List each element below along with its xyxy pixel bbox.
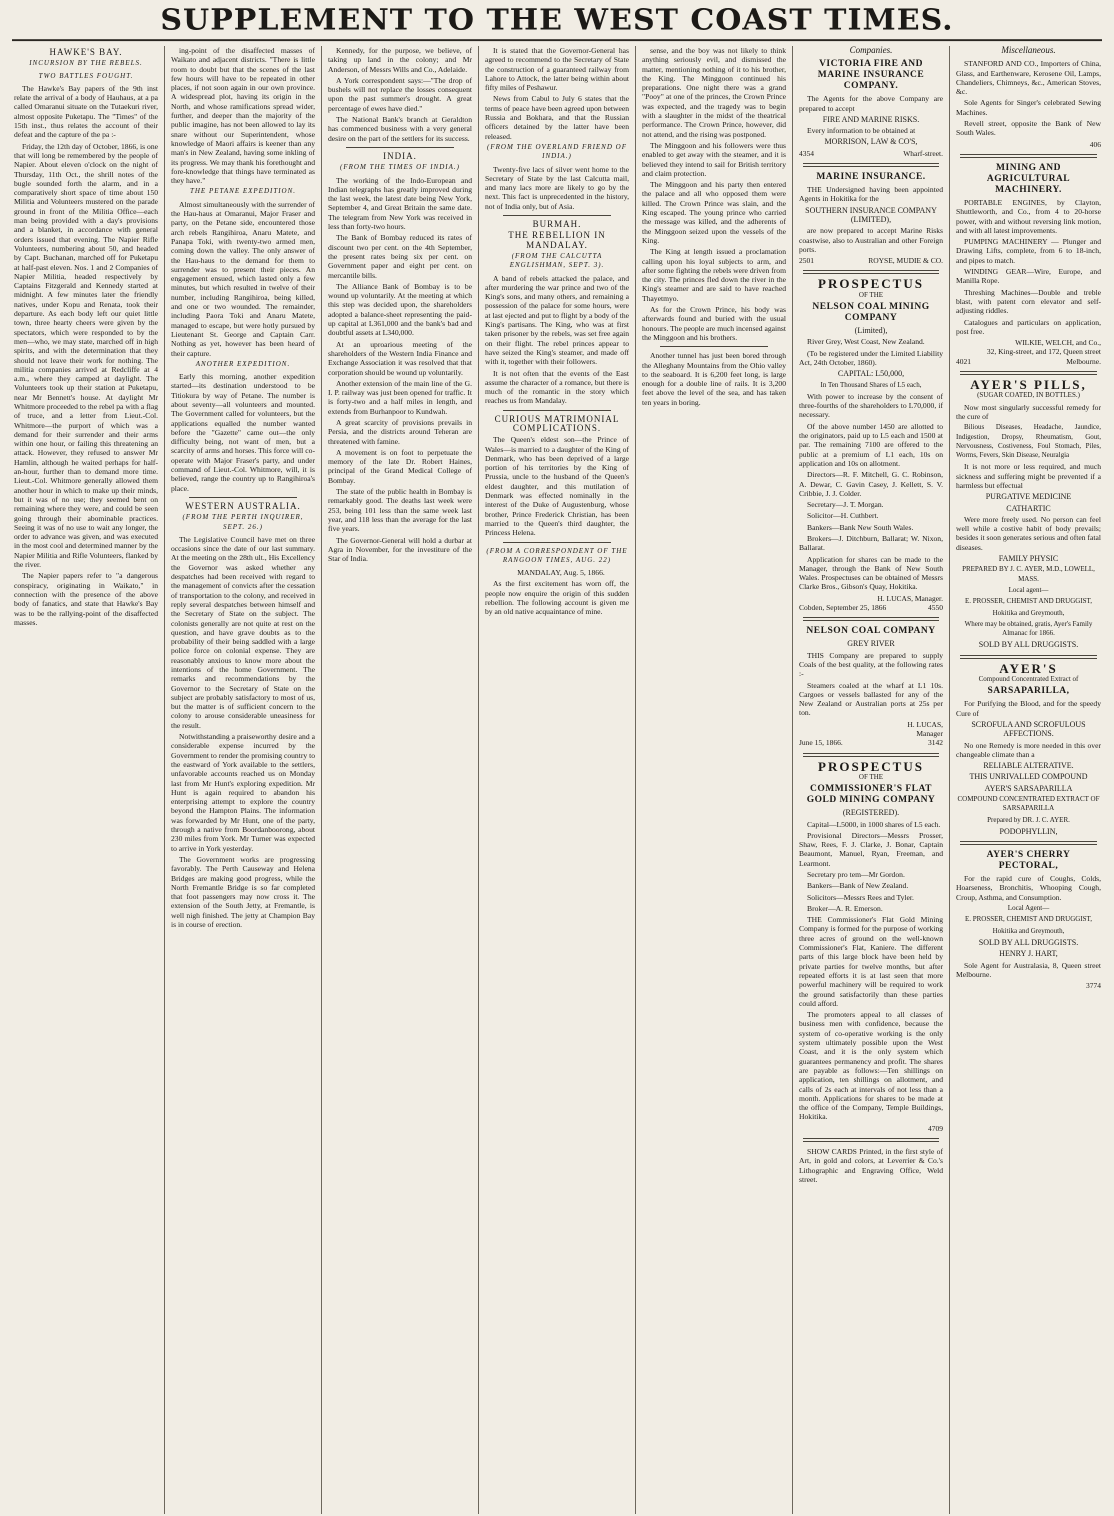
ad-address: 32, King-street, and 172, Queen street (986, 347, 1101, 357)
ad-body: STANFORD AND CO., Importers of China, Glass, and Earthenware, Kerosene Oil, Lamps, Chandeliers, Chimneys, &c., American Stoves, &c. (956, 59, 1101, 97)
ad-city: Melbourne. (1066, 356, 1101, 366)
ad-list: Bilious Diseases, Headache, Jaundice, Indigestion, Dropsy, Rheumatism, Gout, Nervousness, Costiveness, Foul Stomach, Piles, Worms, Fevers, Skin Disease, Neuralgia (956, 423, 1101, 460)
article-paragraph: sense, and the boy was not likely to think anything seriously evil, and dismissed the matter, mentioning nothing of it to his brother, the King. The Minggoon continued his preparations. One night there was a grand "Pooy" at one of the princes, the Crown Prince was expected, and the tragedy was to begin with a slaughter in the midst of the theatrical performance. The Crown Prince, however, did not attend, and the rising was postponed. (642, 46, 786, 139)
article-paragraph: The King at length issued a proclamation calling upon his loyal subjects to arm, and after some fighting the rebels were driven from the city. The princes fled down the river in the King's steamer and are said to have reached Thayetmyo. (642, 247, 786, 303)
article-paragraph: Another extension of the main line of the G. I. P. railway was just been opened for traffic. It is forty-two and a half miles in length, and extends from Burhanpoor to Kundwah. (328, 378, 472, 416)
ad-body: Catalogues and particulars on application, post free. (956, 317, 1101, 336)
ad-sub: FIRE AND MARINE RISKS. (822, 114, 920, 124)
ad-body: THE Commissioner's Flat Gold Mining Company is formed for the purpose of working three acres of ground on the well-known Commissioner's Flat, Kaniere. The different parts of this large block have been held by private parties for twelve months, but after repeated efforts it is at last seen that more powerful machinery will be required to work the ground satisfactorily than these parties could afford. (799, 915, 943, 1008)
ad-heading: PURGATIVE MEDICINE (985, 492, 1072, 502)
ad-title: PROSPECTUS (818, 758, 924, 774)
ad-divider (960, 841, 1097, 845)
ad-number: 4550 (928, 603, 943, 613)
article-paragraph: A movement is on foot to perpetuate the memory of the late Dr. Robert Haines, principal of the Grand Medical College of Bombay. (328, 447, 472, 485)
ad-divider (803, 753, 939, 757)
ad-body: Solicitor—H. Cuthbert. (807, 511, 879, 521)
ad-agent-note: Where may be obtained, gratis, Ayer's Family Almanac for 1866. (964, 619, 1093, 638)
article-paragraph: Twenty-five lacs of silver went home to the Secretary of State by the last Calcutta mail, and many lacs more are likely to go by the next. This fact is unprecedented in the history, not of India only, but of Asia. (485, 164, 629, 211)
ad-agent: ROYSE, MUDIE & CO. (868, 256, 943, 266)
ad-body: Provisional Directors—Messrs Prosser, Shaw, Rees, F. J. Clarke, J. Bonar, Captain Beaumont, Manuel, Ryan, Freeman, and Learmont. (799, 830, 943, 868)
article-paragraph: The working of the Indo-European and Indian telegraphs has greatly improved during the last week, the latest date being New York, September 4, and Great Britain the same date. The telegram from New York was received in less than forty-two hours. (328, 175, 472, 232)
ad-number: 2501 (799, 256, 814, 266)
ad-body: Broker—A. R. Emerson. (807, 903, 883, 913)
ad-signature: H. LUCAS, Manager. (877, 593, 943, 603)
article-paragraph: The Hawke's Bay papers of the 9th inst relate the arrival of a body of Hauhaus, at a pa called Omaranui situate on the Tutaekuri river, almost opposite Puketapu. The "Times" of the 15th inst., thus relates the account of their defeat and the capture of the pa :- (14, 83, 158, 140)
article-paragraph: As for the Crown Prince, his body was afterwards found and buried with the usual honours. The people are much incensed against the Minggoon and his brothers. (642, 305, 786, 342)
ad-body: Were more freely used. No person can feel well while a costive habit of body prevails; besides it soon generates serious and often fatal diseases. (956, 514, 1101, 552)
show-cards-ad (799, 1147, 943, 1184)
ad-body: Every information to be obtained at (807, 126, 916, 136)
ad-divider (803, 270, 939, 274)
ad-agent-place: Hokitika and Greymouth, (992, 926, 1065, 935)
column-4 (479, 46, 636, 1514)
column-2 (165, 46, 322, 1514)
ad-title: MINING AND AGRICULTURAL MACHINERY. (986, 162, 1071, 195)
ad-heading: SCROFULA AND SCROFULOUS AFFECTIONS. (971, 719, 1086, 739)
column-5 (636, 46, 793, 1514)
ad-title: AYER'S PILLS, (970, 377, 1087, 393)
rebellion-source: (FROM THE CALCUTTA ENGLISHMAN, SEPT. 3). (509, 251, 605, 270)
ad-divider (803, 617, 939, 621)
ad-body: It is not more or less required, and much sickness and suffering might be prevented if a harmless but effectual (956, 462, 1101, 490)
ad-body: For Purifying the Blood, and for the speedy Cure of (956, 699, 1101, 718)
ad-body: WINDING GEAR—Wire, Europe, and Manilla Rope. (956, 267, 1101, 286)
ad-heading: THIS UNRIVALLED COMPOUND (969, 772, 1088, 782)
india-heading: INDIA. (383, 150, 417, 161)
ayers-sarsaparilla-ad (956, 660, 1101, 836)
ad-sub: (SUGAR COATED, IN BOTTLES.) (977, 391, 1080, 400)
divider (346, 147, 454, 148)
column-1 (8, 46, 165, 1514)
ad-heading: AYER'S SARSAPARILLA (984, 783, 1073, 793)
ad-divider (803, 1138, 939, 1142)
article-paragraph: It is not often that the events of the East assume the character of a romance, but there is much of the romantic in the story which reaches us from Mandalay. (485, 368, 629, 406)
ad-heading: PODOPHYLLIN, (999, 826, 1058, 836)
article-paragraph: News from Cabul to July 6 states that the terms of peace have been agreed upon between Russia and Bokhara, and that the Russian officers detained by the latter have been released. (485, 94, 629, 141)
article-paragraph: The Queen's eldest son—the Prince of Wales—is married to a daughter of the King of Denmark, who has been deprived of a large portion of his territories by the King of Prussia, uncle to the husband of the Queen's eldest daughter, and this mutilation of Denmark was effected nominally in the interest of the Duke of Augustenburg, whose brother, Prince Frederick Christian, has been married to the Queen's third daughter, the Princess Helena. (485, 435, 629, 538)
ad-body: Of the above number 1450 are allotted to the originators, paid up to L5 each and 1500 at par. The remaining 7100 are offered to the public at a premium of L1 each, 10s on application and 10s on allotment. (799, 421, 943, 468)
divider (503, 542, 611, 543)
ad-body: For the rapid cure of Coughs, Colds, Hoarseness, Bronchitis, Whooping Cough, Croup, Asthma, and Consumption. (956, 874, 1101, 902)
article-paragraph: A great scarcity of provisions prevails in Persia, and the districts around Teheran are threatened with famine. (328, 417, 472, 446)
article-paragraph: The state of the public health in Bombay is remarkably good. The deaths last week were 253, being 101 less than the same week last year, and 118 less than the average for the last five years. (328, 487, 472, 534)
ad-body: THE Undersigned having been appointed Agents in Hokitika for the (799, 185, 943, 204)
ad-sub: Compound Concentrated Extract of (978, 675, 1079, 684)
india-source: (FROM THE TIMES OF INDIA.) (340, 163, 460, 172)
ad-company: SOUTHERN INSURANCE COMPANY (LIMITED), (805, 205, 937, 224)
nelson-coal-ad (799, 626, 943, 747)
article-paragraph: Another tunnel has just been bored through the Alleghany Mountains from the Ohio valley to the seaboard. It is 6,200 feet long, is large enough for a double line of rails. It is 3,200 feet above the level of the sea, and has taken ten years in boring. (642, 351, 786, 407)
ad-number: 4354 (799, 148, 814, 158)
ad-sold: SOLD BY ALL DRUGGISTS. (978, 640, 1079, 650)
ad-number: 4709 (928, 1123, 943, 1133)
miscellaneous-heading: Miscellaneous. (1001, 46, 1056, 55)
article-paragraph: A York correspondent says:—"The drop of bushels will not replace the losses consequent upon the past summer's drought. A great percentage of ewes have died." (328, 75, 472, 113)
ad-body: Steamers coaled at the wharf at L1 10s. Cargoes or vessels ballasted for any of the New Zealand or Australian ports at 25s per ton. (799, 680, 943, 718)
ad-body: Solicitors—Messrs Rees and Tyler. (807, 892, 914, 902)
ad-name: SARSAPARILLA, (987, 686, 1070, 697)
ad-number: 3774 (1086, 981, 1101, 991)
western-australia-heading: WESTERN AUSTRALIA. (185, 500, 301, 511)
dateline: MANDALAY, Aug. 5, 1866. (517, 568, 605, 578)
commissioners-flat-ad (799, 758, 943, 1133)
ad-body: With power to increase by the consent of three-fourths of the shareholders to L70,000, if necessary. (799, 391, 943, 420)
ad-company: NELSON COAL MINING COMPANY (812, 302, 930, 324)
marine-insurance-ad (799, 172, 943, 265)
ad-body: The Agents for the above Company are prepared to accept (799, 94, 943, 113)
article-paragraph: Friday, the 12th day of October, 1866, is one that will long be remembered by the people of Napier. About eleven o'clock on the night of Thursday, 11th Oct., the shrill notes of the bugle sounded forth the alarm, and in a comparatively short space of time about 150 Militia and Volunteers mustered on the parade ground in front of the Militia Office—each man being provided with a day's provisions and a blanket, in accordance with general orders issued that evening. The Napier Rifle Volunteers, numbering about 50, and headed by Capt. Buchanan, marched off for Puketapu at half-past eleven. Nos. 1 and 2 Companies of Napier Militia, headed respectively by Captains Fitzgerald and Kennedy started at midnight. A few minutes later the friendly natives, under Kopu and Renata, took their departure. As each body left our quiet little town, three hearty cheers were given by the spectators, which were responded to by the men—who, we may state, marched off in high spirits, and with the determination that they should not leave their work for nothing. The militia companies arrived at Redcliffe at 4 a.m., where they camped at daylight. The Volunteers took up their station at Puketapu, near Mr Bennett's house. At daylight Mr Whitmore proceeded to the rebel pa with a flag of truce, and a letter from Lieut.-Col. Whitmore—the purport of which was a demand for their surrender and their arms within one hour, or failing this threatening an attack. However, they refused to answer Mr Hamlin, although he waited perhaps for half-an-hour, further than to demand more time. Lieut.-Col. Whitmore generally allowed them another hour in which to make up their minds, but it was of no use; they seemed bent on remaining where they were, and could be seen going through their abominable practices. Seeing it was of no use to wait any longer, the order to advance was given, and was executed in the most cool and determined manner by the Napier Militia and Rifle Volunteers, flanked by the river. (14, 141, 158, 570)
ad-divider (960, 655, 1097, 659)
ad-title: AYER'S (999, 660, 1058, 676)
nelson-prospectus-ad (799, 276, 943, 613)
article-paragraph: The Bank of Bombay reduced its rates of discount two per cent. on the 4th September, the present rates being six per cent. on Government paper and eight per cent. on mercantile bills. (328, 233, 472, 280)
ad-of: OF THE (858, 772, 884, 781)
ad-heading: COMPOUND CONCENTRATED EXTRACT OF SARSAPARILLA (957, 795, 1100, 813)
article-paragraph: At an uproarious meeting of the shareholders of the Western India Finance and Exchange Association it was resolved that that corporation should be wound up voluntarily. (328, 339, 472, 377)
divider (503, 410, 611, 411)
companies-heading: Companies. (849, 46, 893, 55)
ad-divider (803, 163, 939, 167)
ad-date: June 15, 1866. (799, 738, 843, 748)
ad-capital: CAPITAL: L50,000, (837, 369, 905, 379)
victoria-insurance-ad (799, 59, 943, 158)
another-expedition-heading: ANOTHER EXPEDITION. (195, 359, 291, 368)
article-paragraph: The Minggoon and his party then entered the palace and all who opposed them were killed. The Crown Prince was slain, and the King escaped. The young prince who carried the message was killed, and the adherents of the Minggoon seized upon the vessels of the King. (642, 180, 786, 245)
masthead: SUPPLEMENT TO THE WEST COAST TIMES. (12, 7, 1102, 41)
ad-role: Manager (916, 729, 943, 739)
ad-prepared: Prepared by DR. J. C. AYER. (987, 815, 1070, 824)
article-paragraph: Early this morning, another expedition started—its destination understood to be Titiokura by way of Petane. The number is about seventy—all volunteers and mounted. The Government called for volunteers, but the applications equalled the number wanted before the "Gazette" came out—the only difficulty being, not want of men, but a scarcity of arms and horses. This force will co-operate with Major Fraser's party, and under command of Lieut.-Col. Whitmore, will, it is believed, range the country up to Rangihiroa's place. (171, 372, 315, 493)
rebellion-heading: THE REBELLION IN MANDALAY. (508, 230, 606, 250)
ad-heading: CATHARTIC (1006, 503, 1051, 513)
rangoon-source: (FROM A CORRESPONDENT OF THE RANGOON TIMES, AUG. 22) (486, 546, 628, 564)
divider (503, 215, 611, 216)
ad-number: 3142 (928, 738, 943, 748)
article-paragraph: The National Bank's branch at Geraldton has commenced business with a very general desire on the part of the settlers for its success. (328, 115, 472, 143)
ad-title: MARINE INSURANCE. (816, 172, 926, 183)
ad-agent: E. PROSSER, CHEMIST AND DRUGGIST, (964, 915, 1093, 924)
ad-heading: FAMILY PHYSIC (998, 554, 1059, 564)
ad-number: 406 (1089, 139, 1101, 149)
article-paragraph: Almost simultaneously with the surrender of the Hau-haus at Omaranui, Major Fraser and party, on the Petane side, encountered those arch rebels Rangihiroa, Anaru Matete, and Panapa Toki, with twenty-two armed men, coming down the valley. The only answer of the Hau-haus to the demand for them to surrender was to present their pieces. An engagement ensued, which lasted only a few minutes, but which resulted in twelve of their number, including Rangihiroa, being killed, and one or two wounded. The remainder, including Paora Toki and Anaru Matete, managed to escape, but were hotly pursued by Lieutenant St. George and Captain Carr. Nothing as yet, however has been heard of their capture. (171, 199, 315, 358)
article-paragraph: As the first excitement has worn off, the people now enquire the origin of this sudden rebellion. The following account is given me by an old native acquaintance of mine. (485, 579, 629, 617)
petane-heading: THE PETANE EXPEDITION. (189, 187, 297, 196)
ad-title: AYER'S CHERRY PECTORAL, (986, 850, 1071, 872)
incursion-subheading: INCURSION BY THE REBELS. (29, 59, 143, 68)
article-paragraph: The Napier papers refer to "a dangerous conspiracy, originating in Waikato," in connection with the presence of the above body of fanatics, and state that Hawke's Bay was to be the rallying-point of the disaffected masses. (14, 571, 158, 627)
ad-divider (960, 154, 1097, 158)
ad-body: Bankers—Bank New South Wales. (807, 522, 914, 532)
divider (660, 346, 768, 347)
overland-source: (FROM THE OVERLAND FRIEND OF INDIA.) (487, 142, 627, 161)
ad-body: PORTABLE ENGINES, by Clayton, Shuttleworth, and Co., from 4 to 20-horse power, with and without reversing link motion, and with all latest improvements. (956, 197, 1101, 235)
ad-signature: HENRY J. HART, (999, 949, 1058, 959)
stanford-ad (956, 59, 1101, 149)
ad-body: Sole Agents for Singer's celebrated Sewing Machines. (956, 98, 1101, 117)
ad-prepared: PREPARED BY J. C. AYER, M.D., LOWELL, MASS. (962, 565, 1095, 583)
ad-sold: SOLD BY ALL DRUGGISTS. (978, 937, 1079, 947)
ayers-pills-ad (956, 377, 1101, 650)
ad-body: are now prepared to accept Marine Risks coastwise, also to Australian and other Foreign ports. (799, 226, 943, 254)
article-paragraph: The Minggoon and his followers were thus enabled to get away with the steamer, and it is believed they intend to sail for British territory and claim protection. (642, 140, 786, 178)
ad-sub: GREY RIVER (847, 639, 895, 649)
ad-limited: (Limited), (854, 326, 888, 336)
article-paragraph: A band of rebels attacked the palace, and after murdering the war prince and two of the King's sons, and many others, and remaining a possession of the palace for some hours, were at last ejected and put to flight by a body of the King's partisans. The King, who was at first taken prisoner by the rebels, was set free again on their flight. The rebel princes appear to have seized the King's steamer, and made off with it, together with their followers. (485, 273, 629, 367)
ad-signature: H. LUCAS, (907, 719, 943, 729)
ad-body: Secretary—J. T. Morgan. (807, 500, 884, 510)
ad-body: (To be registered under the Limited Liability Act, 24th October, 1860). (799, 348, 943, 367)
burmah-heading: BURMAH. (532, 219, 582, 230)
article-paragraph: Kennedy, for the purpose, we believe, of taking up land in the colony; and Mr Anderson, of Messrs Wills and Co., Adelaide. (328, 46, 472, 74)
ad-shares: In Ten Thousand Shares of L5 each, (820, 380, 922, 389)
hawkes-bay-heading: HAWKE'S BAY. (49, 47, 123, 57)
ad-divider (960, 371, 1097, 375)
ad-body: THIS Company are prepared to supply Coals of the best quality, at the following rates :- (799, 650, 943, 679)
article-paragraph: Notwithstanding a praiseworthy desire and a considerable expense incurred by the Government to render the promising country to the eastward of York available to the settlers, unfavorable accounts reached us on Monday last from Mr Hunt's exploring expedition. Mr Hunt is again required to abandon his enterprising attempt to explore the country beyond the Hampton Plains. The information was forwarded by Mr Hunt, one of the party, through a native from Boordanboorong, about 230 miles from York. Mr Turner was expected to arrive in York yesterday. (171, 732, 315, 853)
ad-address: Sole Agent for Australasia, 8, Queen street Melbourne. (956, 960, 1101, 979)
ad-address: Wharf-street. (903, 148, 943, 158)
ad-body: River Grey, West Coast, New Zealand. (807, 337, 925, 347)
western-australia-source: (FROM THE PERTH INQUIRER, SEPT. 26.) (182, 513, 304, 531)
ad-agent-label: Local agent— (1008, 585, 1049, 594)
ad-of: OF THE (858, 290, 884, 299)
ad-number: 4021 (956, 356, 971, 366)
ad-date: Cobden, September 25, 1866 (799, 603, 887, 613)
ad-agent-label: Local Agent— (1007, 904, 1050, 913)
ad-body: The promoters appeal to all classes of business men with confidence, because the system of co-operative working is the only system ultimately possible upon the West Coast, and it is the only system which guarantees permanency and profit. The shares are payable as follows:—Ten shillings on application, ten shillings on allotment, and calls of 2s each at intervals of not less than a month. Applications for shares to be made at the office of the Company, Temple Buildings, Hokitika. (799, 1010, 943, 1122)
article-paragraph: The Government works are progressing favorably. The Perth Causeway and Helena Bridges are making good progress, while the North Fremantle Bridge is so far completed that foot passengers may now cross it. The extension of the South Jetty, at Fremantle, is well nigh finished. The jetty at Champion Bay is in course of erection. (171, 854, 315, 930)
column-6-companies (793, 46, 950, 1514)
article-paragraph: It is stated that the Governor-General has agreed to recommend to the Secretary of State the construction of a guaranteed railway from Lahore to Attock, the latter being within about fifty miles of Peshawur. (485, 46, 629, 93)
article-paragraph: ing-point of the disaffected masses of Waikato and adjacent districts. "There is little room to doubt but that the scenes of the last few hours will have to be repeated in other places, if not soon again in our own province. A widespread plot, having its origin in the North, and whose ramifications spread wider, further, and deeper than the majority of the public imagine, has not been allowed to lay its snare without our Superintendent, whose knowledge of Maori affairs is keener than any man's in New Zealand, having some inkling of its progress. We may thank his forethought and fore-knowledge that things have terminated as they have." (171, 46, 315, 186)
ad-body: Directors—R. F. Mitchell, G. C. Robinson, A. Dewar, C. Gavin Casey, J. Kellett, S. V. Cribbie, J. J. Colder. (799, 470, 943, 498)
ad-body: No one Remedy is more needed in this over changeable climate than a (956, 740, 1101, 759)
ad-signature: WILKIE, WELCH, and Co., (1015, 338, 1101, 348)
ad-body: Revell street, opposite the Bank of New South Wales. (956, 119, 1101, 138)
column-3 (322, 46, 479, 1514)
ad-agent-place: Hokitika and Greymouth, (992, 608, 1065, 617)
article-paragraph: The Legislative Council have met on three occasions since the date of our last summary. At the meeting on the 28th ult., His Excellency the Governor was asked whether any despatches had been received with regard to the management of convicts after the cessation of transportation to the colony, and received in reply several despatches between himself and the Secretary of State on the subject. The colonists generally are not quite at rest on the question, and have grave doubts as to the probability of their being saddled with a large police force on colonial expense. They are reasonably anxious to know more about the intentions of the home Government. The remarks and recommendations by the Governor to the Secretary of State on the subject are probably satisfactory to most of us, but the matter is of sufficient concern to the colony to arouse considerable uneasiness for the result. (171, 534, 315, 730)
ad-company: COMMISSIONER'S FLAT GOLD MINING COMPANY (806, 784, 936, 806)
ad-agent: MORRISON, LAW & CO'S, (824, 137, 918, 147)
ad-body: Capital—L5000, in 1000 shares of L5 each. (807, 819, 941, 829)
ad-body: PUMPING MACHINERY — Plunger and Drawing Lifts, complete, from 6 to 18-inch, and pipes to match. (956, 237, 1101, 265)
ad-title: NELSON COAL COMPANY (806, 626, 936, 637)
ad-body: Bankers—Bank of New Zealand. (807, 881, 909, 891)
ad-body: Secretary pro tem—Mr Gordon. (807, 870, 905, 879)
ad-heading: RELIABLE ALTERATIVE. (983, 761, 1074, 771)
column-7-miscellaneous (950, 46, 1107, 1514)
ad-body: Application for shares can be made to the Manager, through the Bank of New South Wales. Prospectuses can be obtained of Messrs Clarke Bros., Gibson's Quay, Hokitika. (799, 554, 943, 592)
divider (189, 497, 297, 498)
ayers-pectoral-ad (956, 850, 1101, 990)
columns (8, 46, 1106, 1514)
ad-body: Now most singularly successful remedy for the cure of (956, 402, 1101, 421)
ad-registered: (REGISTERED). (842, 808, 900, 818)
ad-title: VICTORIA FIRE AND MARINE INSURANCE COMPANY. (817, 59, 925, 92)
ad-body: SHOW CARDS Printed, in the first style of Art, in gold and colors, at Leverrier & Co.'s Lithographic and Engraving Office, Weld street. (799, 1147, 943, 1184)
article-paragraph: The Governor-General will hold a durbar at Agra in November, for the investiture of the Star of India. (328, 535, 472, 564)
curious-heading: CURIOUS MATRIMONIAL COMPLICATIONS. (494, 413, 620, 433)
ad-body: Brokers—J. Ditchburn, Ballarat; W. Nixon, Ballarat. (799, 533, 943, 553)
article-paragraph: The Alliance Bank of Bombay is to be wound up voluntarily. At the meeting at which this step was decided upon, the shareholders adopted a balance-sheet representing the paid-up capital at L361,000 and the bank's bad and doubtful assets at L340,000. (328, 281, 472, 338)
battles-subheading: TWO BATTLES FOUGHT. (38, 71, 134, 80)
ad-agent: E. PROSSER, CHEMIST AND DRUGGIST, (964, 597, 1093, 606)
ad-title: PROSPECTUS (818, 276, 924, 292)
mining-machinery-ad (956, 163, 1101, 366)
ad-body: Threshing Machines—Double and treble blast, with patent corn elevator and self-adjusting riddles. (956, 287, 1101, 316)
